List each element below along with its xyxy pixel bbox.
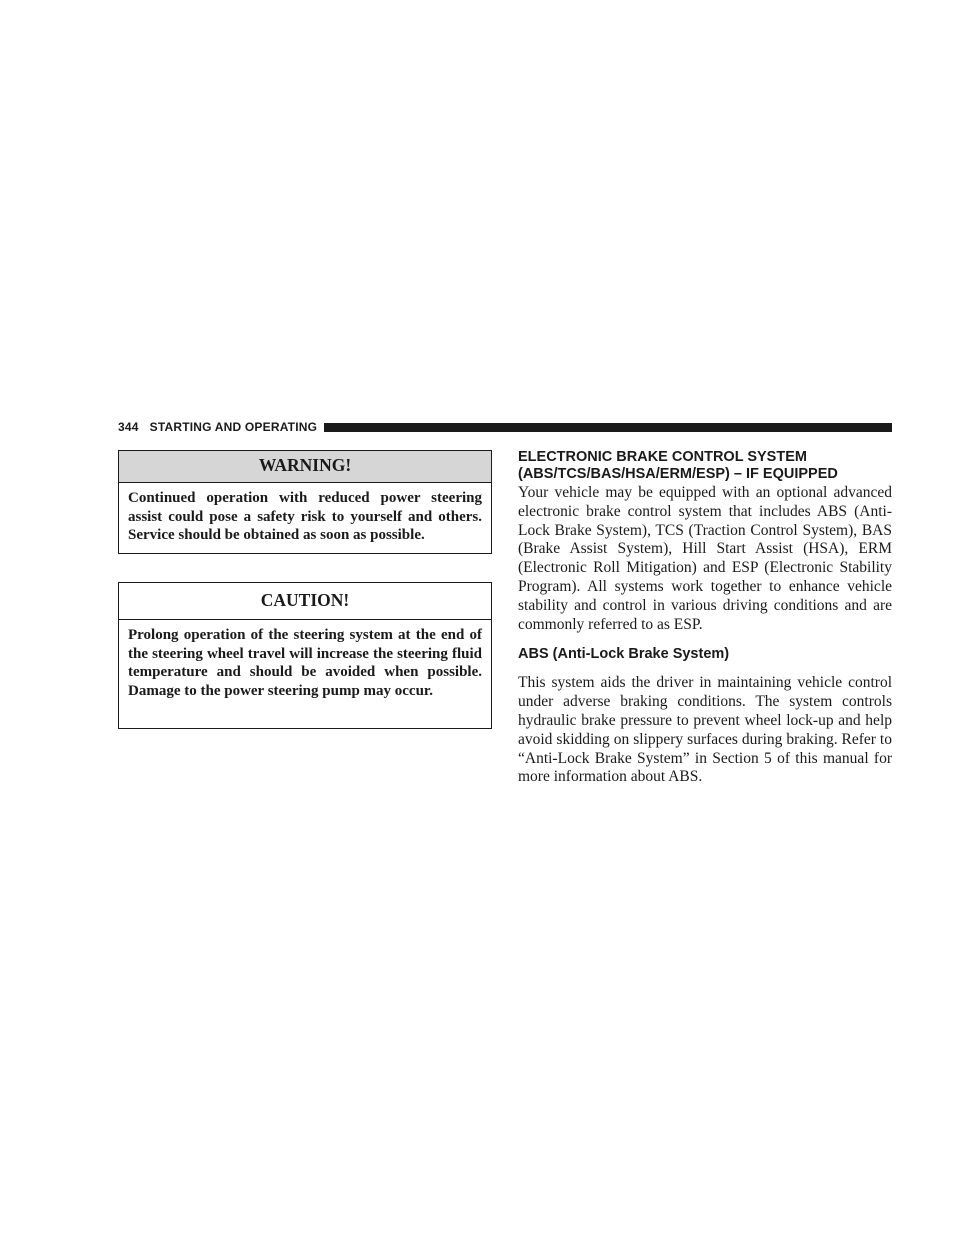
ebc-paragraph: Your vehicle may be equipped with an optional advanced electronic brake control system that includes ABS (Anti-Lock Brake System), TCS (Traction Control System), BAS (Brake Assist System), Hill Start Assist (HSA), ERM (Electronic Roll Mitigation) and ESP (Electronic Stability Program). All systems work together to enhance vehicle stability and control in various driving conditions and are commonly referred to as ESP.: [518, 484, 892, 633]
ebc-heading-line1: ELECTRONIC BRAKE CONTROL SYSTEM: [518, 449, 807, 465]
caution-text: Prolong operation of the steering system at the end of the steering wheel travel will increase the steering fluid temperature and should be avoided when possible. Damage to the power steering pump may occur.: [128, 627, 482, 700]
right-column: [518, 449, 892, 787]
warning-text: Continued operation with reduced power steering assist could pose a safety risk to yourself and others. Service should be obtained as soon as possible.: [128, 490, 482, 544]
header-rule: [324, 423, 892, 432]
ebc-heading: [518, 449, 892, 483]
warning-title: WARNING!: [119, 451, 491, 483]
caution-box: [118, 582, 492, 729]
page-number: 344: [118, 420, 139, 434]
warning-box: [118, 450, 492, 554]
ebc-heading-line2: (ABS/TCS/BAS/HSA/ERM/ESP) – IF EQUIPPED: [518, 466, 838, 482]
section-name: STARTING AND OPERATING: [149, 420, 318, 434]
abs-heading: ABS (Anti-Lock Brake System): [518, 646, 730, 663]
caution-title: CAUTION!: [119, 583, 491, 620]
abs-paragraph: This system aids the driver in maintaining vehicle control under adverse braking conditions. The system controls hydraulic brake pressure to prevent wheel lock-up and help avoid skidding on slippery surfaces during braking. Refer to “Anti-Lock Brake System” in Section 5 of this manual for more information about ABS.: [518, 674, 892, 786]
page-header: [118, 419, 892, 435]
